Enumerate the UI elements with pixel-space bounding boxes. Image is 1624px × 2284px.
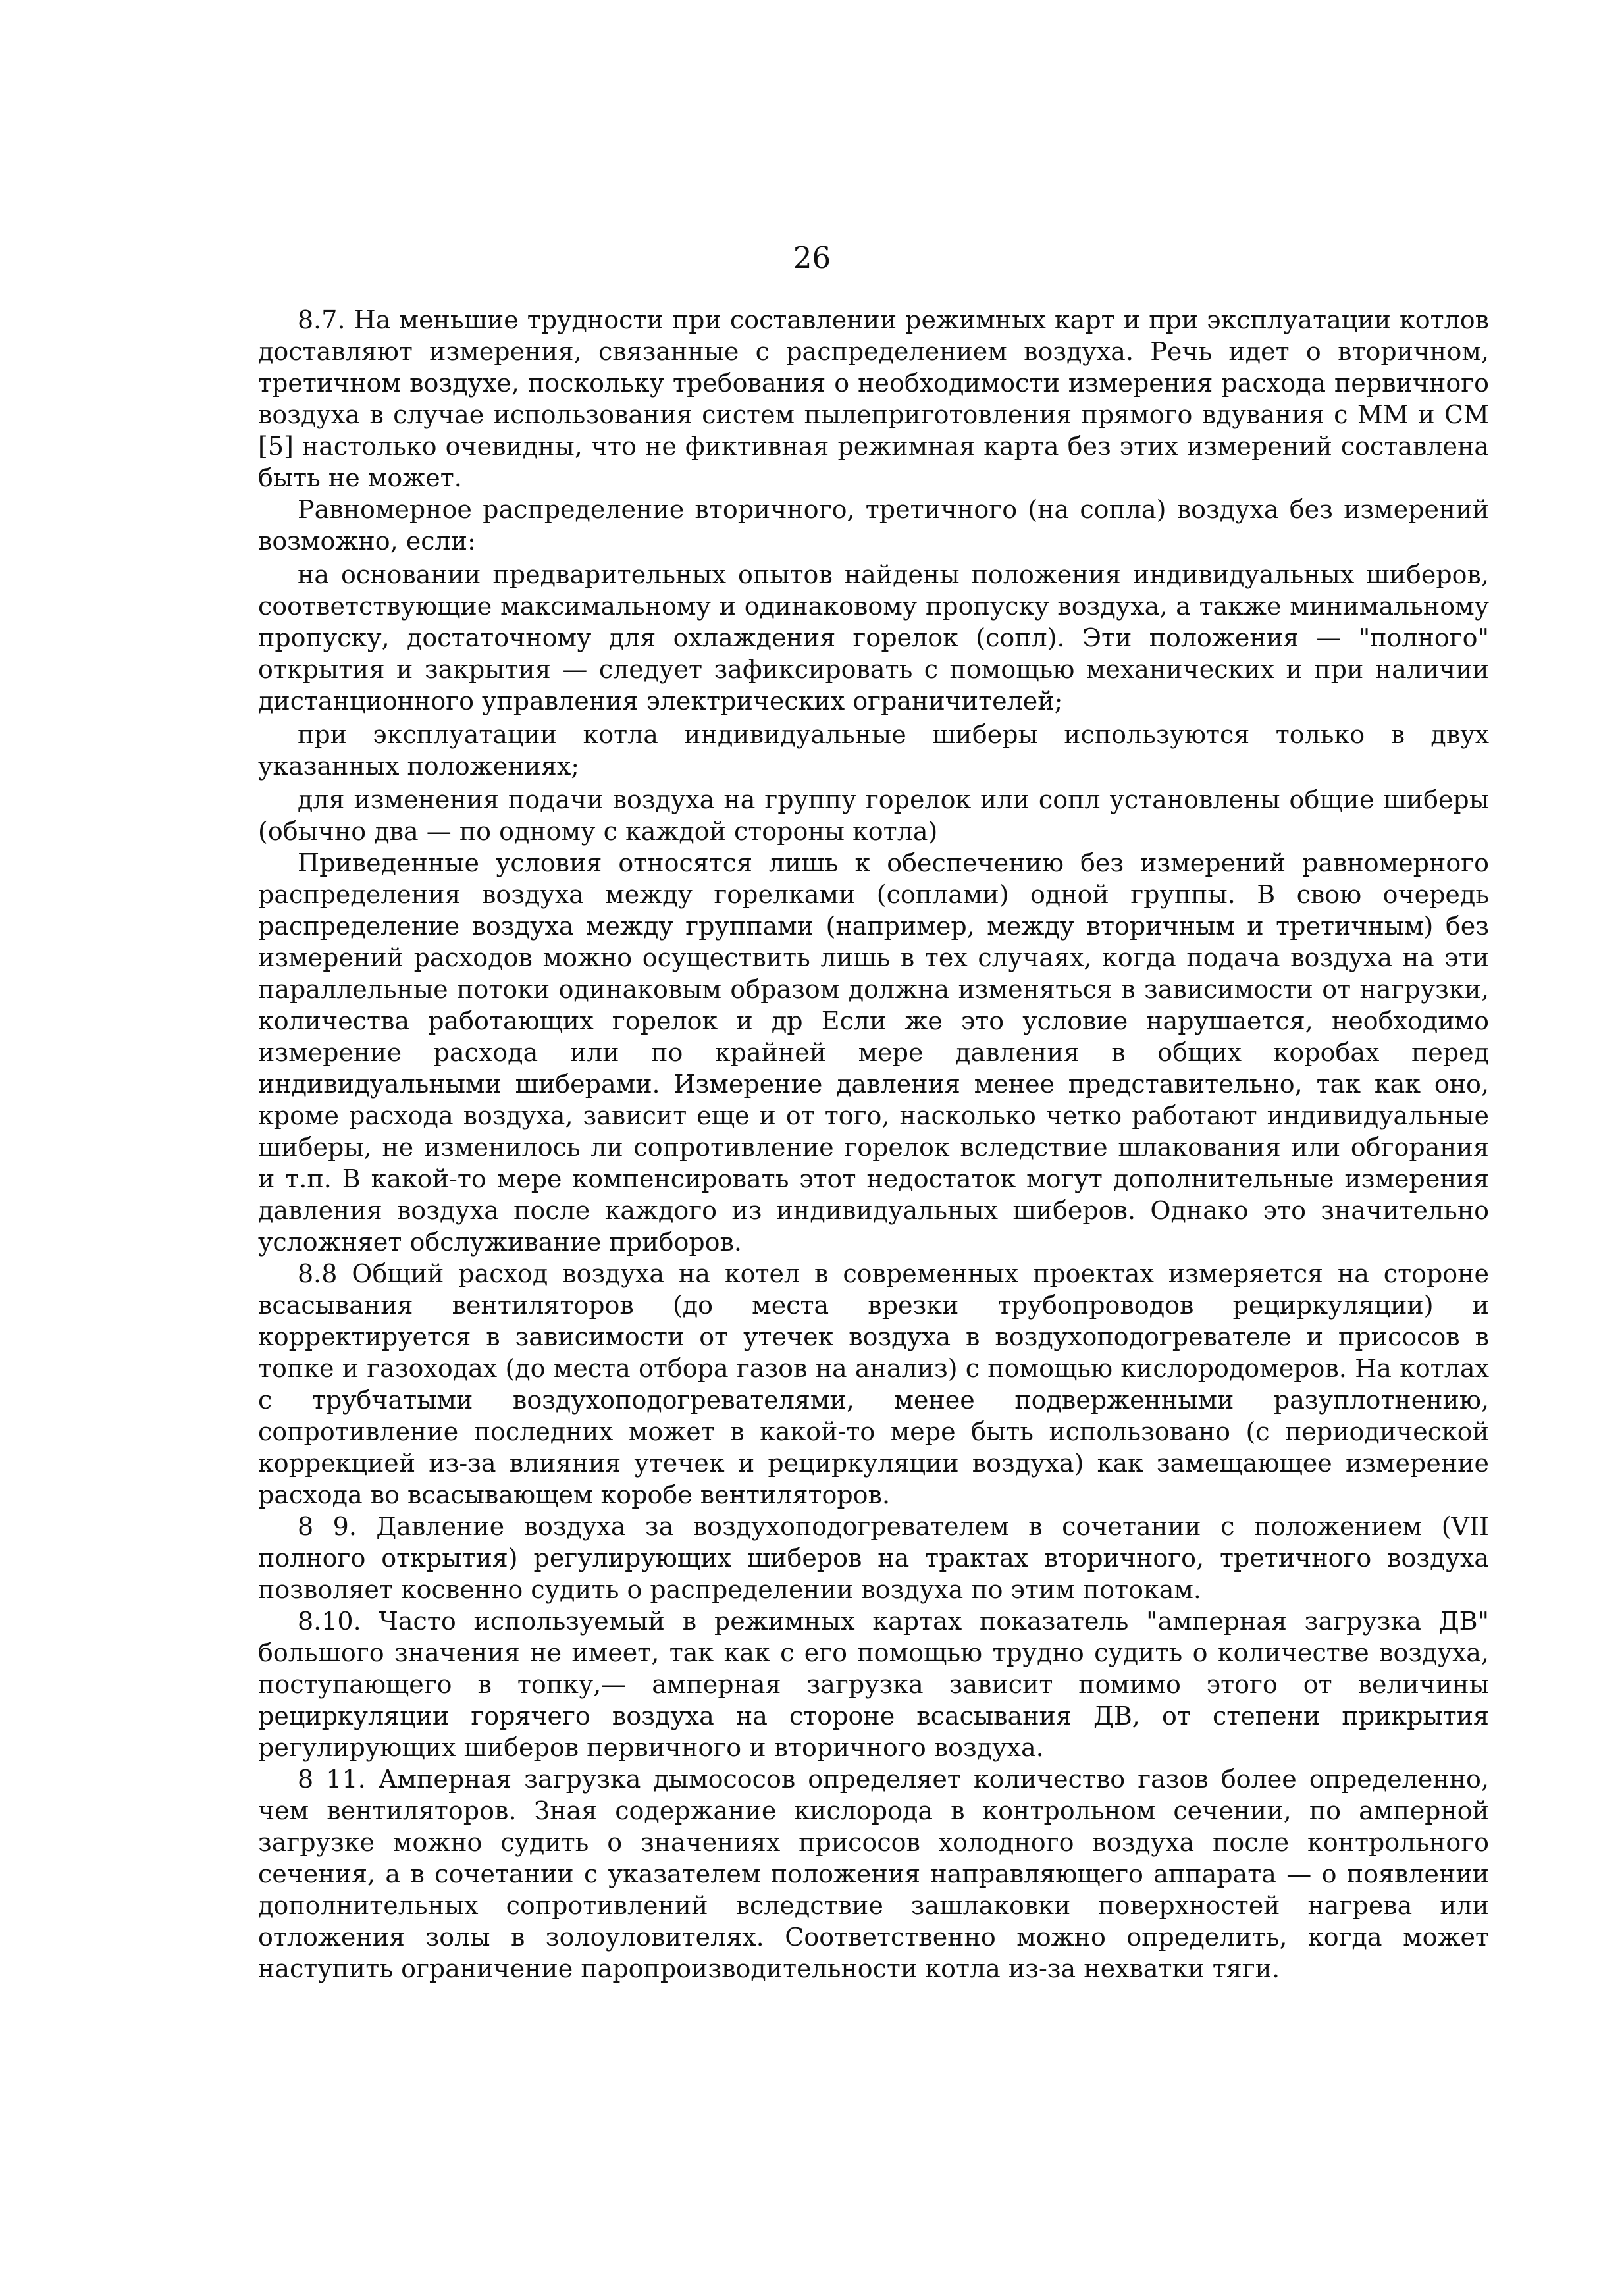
paragraph-condition-1: на основании предварительных опытов найдены положения индивидуальных шиберов, соответствующие максимальному и одинаковому пропуску воздуха, а также минимальному пропуску, достаточному для охлаждения горелок (сопл). Эти положения — "полного" открытия и закрытия — следует зафиксировать с помощью механических и при наличии дистанционного управления электрических ограничителей;: [258, 560, 1489, 715]
paragraph-8-11: 8 11. Амперная загрузка дымососов определяет количество газов более определенно, чем вентиляторов. Зная содержание кислорода в контрольном сечении, по амперной загрузке можно судить о значениях присосов холодного воздуха после контрольного сечения, а в сочетании с указателем положения направляющего аппарата — о появлении дополнительных сопротивлений вследствие зашлаковки поверхностей нагрева или отложения золы в золоуловителях. Соответственно можно определить, когда может наступить ограничение паропроизводительности котла из-за нехватки тяги.: [258, 1765, 1489, 1983]
paragraph-8-9: 8 9. Давление воздуха за воздухоподогревателем в сочетании с положением (VII полного открытия) регулирующих шиберов на трактах вторичного, третичного воздуха позволяет косвенно судить о распределении воздуха по этим потокам.: [258, 1512, 1489, 1604]
paragraph-8-10: 8.10. Часто используемый в режимных картах показатель "амперная загрузка ДВ" большого значения не имеет, так как с его помощью трудно судить о количестве воздуха, поступающего в топку,— амперная загрузка зависит помимо этого от величины рециркуляции горячего воздуха на стороне всасывания ДВ, от степени прикрытия регулирующих шиберов первичного и вторичного воздуха.: [258, 1607, 1489, 1762]
paragraph-condition-3: для изменения подачи воздуха на группу горелок или сопл установлены общие шиберы (обычно два — по одному с каждой стороны котла): [258, 785, 1489, 846]
paragraph-8-8: 8.8 Общий расход воздуха на котел в современных проектах измеряется на стороне всасывания вентиляторов (до места врезки трубопроводов рециркуляции) и корректируется в зависимости от утечек воздуха в воздухоподогревателе и присосов в топке и газоходах (до места отбора газов на анализ) с помощью кислородомеров. На котлах с трубчатыми воздухоподогревателями, менее подверженными разуплотнению, сопротивление последних может в какой-то мере быть использовано (с периодической коррекцией из-за влияния утечек и рециркуляции воздуха) как замещающее измерение расхода во всасывающем коробе вентиляторов.: [258, 1259, 1489, 1509]
paragraph-condition-2: при эксплуатации котла индивидуальные шиберы используются только в двух указанных положениях;: [258, 720, 1489, 781]
paragraph-8-7: 8.7. На меньшие трудности при составлении режимных карт и при эксплуатации котлов доставляют измерения, связанные с распределением воздуха. Речь идет о вторичном, третичном воздухе, поскольку требования о необходимости измерения расхода первичного воздуха в случае использования систем пылеприготовления прямого вдувания с ММ и СМ [5] настолько очевидны, что не фиктивная режимная карта без этих измерений составлена быть не может.: [258, 305, 1489, 492]
page-number: 26: [793, 240, 831, 275]
paragraph-conditions-note: Приведенные условия относятся лишь к обеспечению без измерений равномерного распределения воздуха между горелками (соплами) одной группы. В свою очередь распределение воздуха между группами (например, между вторичным и третичным) без измерений расходов можно осуществить лишь в тех случаях, когда подача воздуха на эти параллельные потоки одинаковым образом должна изменяться в зависимости от нагрузки, количества работающих горелок и др Если же это условие нарушается, необходимо измерение расхода или по крайней мере давления в общих коробах перед индивидуальными шиберами. Измерение давления менее представительно, так как оно, кроме расхода воздуха, зависит еще и от того, насколько четко работают индивидуальные шиберы, не изменилось ли сопротивление горелок вследствие шлакования или обгорания и т.п. В какой-то мере компенсировать этот недостаток могут дополнительные измерения давления воздуха после каждого из индивидуальных шиберов. Однако это значительно усложняет обслуживание приборов.: [258, 848, 1489, 1257]
document-body: [258, 304, 1489, 1985]
paragraph-uniform-distribution: Равномерное распределение вторичного, третичного (на сопла) воздуха без измерений возможно, если:: [258, 495, 1489, 556]
